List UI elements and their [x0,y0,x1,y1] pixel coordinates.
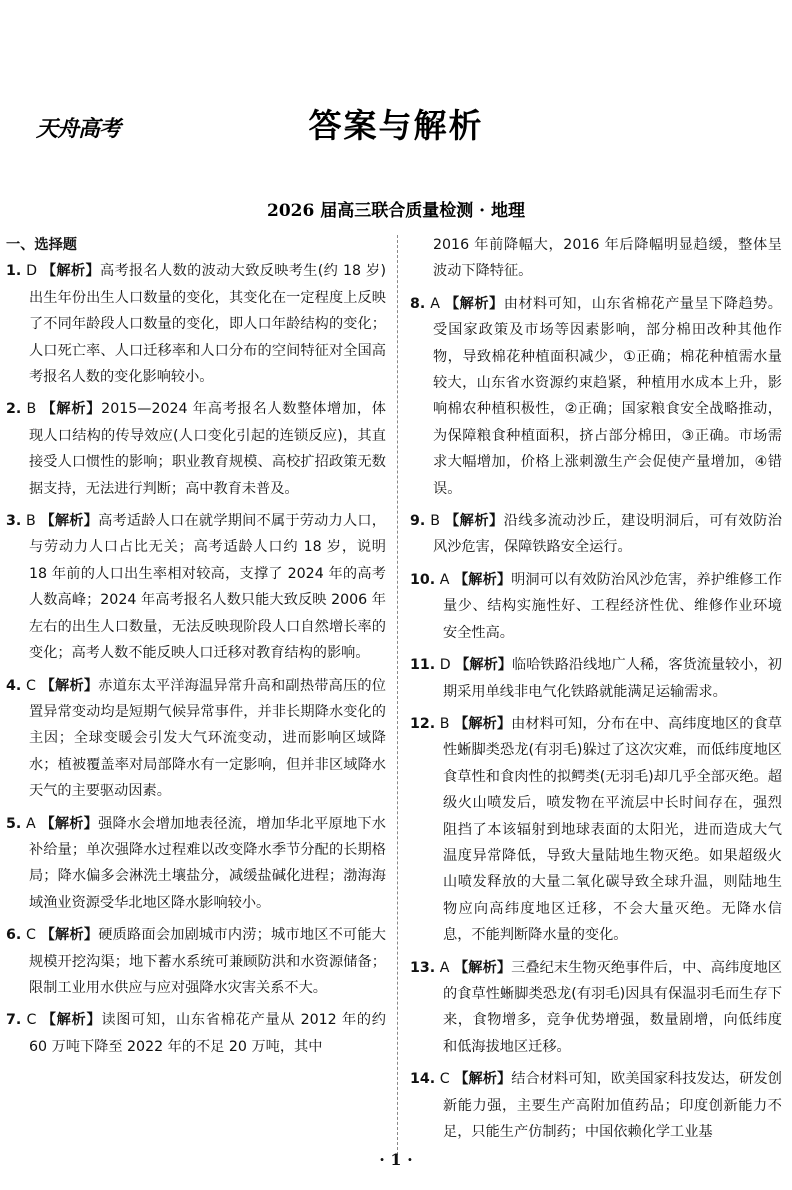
answer-letter: A [439,959,450,976]
analysis-tag: 【解析】 [454,571,512,588]
analysis-tag: 【解析】 [40,927,99,944]
answer-letter: D [439,657,451,674]
analysis-tag: 【解析】 [454,715,512,732]
analysis-text: 硬质路面会加剧城市内涝；城市地区不可能大规模开挖沟渠；地下蓄水系统可兼顾防洪和水资源储备；限制工业用水供应与应对强降水灾害关系不大。 [29,927,386,996]
analysis-text: 2015—2024 年高考报名人数整体增加，体现人口结构的传导效应(人口变化引起的连锁反应)，其直接受人口惯性的影响；职业教育规模、高校扩招政策无数据支持，无法进行判断；高中教育未普及。 [29,401,386,497]
answer-letter: A [430,295,440,312]
right-column [410,232,782,1151]
question-number: 9. [410,513,426,530]
question-number: 5. [6,815,22,832]
section-heading: 一、选择题 [6,237,77,253]
analysis-tag: 【解析】 [41,1012,102,1029]
analysis-tag: 【解析】 [445,513,504,530]
analysis-tag: 【解析】 [454,1071,512,1088]
question-number: 14. [410,1071,436,1088]
question-number: 1. [6,263,22,280]
analysis-text: 高考适龄人口在就学期间不属于劳动力人口，与劳动力人口占比无关；高考适龄人口约 18 岁，说明 18 年前的人口出生率相对较高，支撑了 2024 年的高考人数高峰；2024 年高考报名人数只能大致反映 2006 年左右的出生人口数量，无法反映现阶段人口自然增长率的变化；高考人数不能反映人口迁移对教育结构的影响。 [29,513,386,662]
analysis-tag: 【解析】 [41,263,100,280]
page-title: 答案与解析 [308,106,484,145]
question-3 [6,508,386,666]
question-number: 7. [6,1012,22,1029]
analysis-tag: 【解析】 [40,815,99,832]
brand-logo: 天舟高考 [36,117,121,142]
analysis-tag: 【解析】 [41,401,102,418]
question-7-continuation: 2016 年前降幅大，2016 年后降幅明显趋缓，整体呈波动下降特征。 [433,237,782,280]
answer-letter: D [26,263,38,280]
answer-letter: B [26,401,37,418]
analysis-text: 读图可知，山东省棉花产量从 2012 年的约 60 万吨下降至 2022 年的不足 20 万吨，其中 [29,1012,386,1055]
answer-letter: A [26,815,36,832]
answer-letter: B [430,513,440,530]
question-number: 2. [6,401,22,418]
analysis-tag: 【解析】 [455,657,513,674]
analysis-text: 高考报名人数的波动大致反映考生(约 18 岁)出生年份出生人口数量的变化，其变化在一定程度上反映了不同年龄段人口数量的变化，即人口年龄结构的变化；人口死亡率、人口迁移率和人口分布的空间特征对全国高考报名人数的变化影响较小。 [29,263,386,386]
answer-letter: B [26,513,36,530]
analysis-text: 临哈铁路沿线地广人稀，客货流量较小，初期采用单线非电气化铁路就能满足运输需求。 [443,657,782,700]
answer-letter: A [439,571,450,588]
analysis-text: 由材料可知，山东省棉花产量呈下降趋势。受国家政策及市场等因素影响，部分棉田改种其他作物，导致棉花种植面积减少，①正确；棉花种植需水量较大，山东省水资源约束趋紧，种植用水成本上升，影响棉农种植积极性，②正确；国家粮食安全战略推动，为保障粮食种植面积，挤占部分棉田，③正确。市场需求大幅增加，价格上涨刺激生产会促使产量增加，④错误。 [433,295,782,497]
question-4 [6,673,386,805]
analysis-tag: 【解析】 [40,677,99,694]
question-number: 8. [410,295,426,312]
analysis-text: 强降水会增加地表径流，增加华北平原地下水补给量；单次强降水过程难以改变降水季节分配的长期格局；降水偏多会淋洗土壤盐分，减缓盐碱化进程；渤海海域渔业资源受华北地区降水影响较小。 [29,815,386,911]
question-10 [410,567,782,646]
question-7 [6,1007,386,1060]
question-8 [410,291,782,502]
answer-letter: C [439,1071,450,1088]
analysis-tag: 【解析】 [40,513,99,530]
analysis-text: 由材料可知，分布在中、高纬度地区的食草性蜥脚类恐龙(有羽毛)躲过了这次灾难，而低纬度地区食草性和食肉性的拟鳄类(无羽毛)却几乎全部灭绝。超级火山喷发后，喷发物在平流层中长时间存在，强烈阻挡了本该辐射到地球表面的太阳光，进而造成大气温度异常降低，导致大量陆地生物灭绝。如果超级火山喷发释放的大量二氧化碳导致全球升温，则陆地生物应向高纬度地区迁移，不会大量灭绝。无降水信息，不能判断降水量的变化。 [443,715,782,944]
question-11 [410,652,782,705]
question-5 [6,811,386,917]
left-column [6,232,386,1066]
question-number: 11. [410,657,436,674]
question-number: 12. [410,715,436,732]
exam-subtitle: 2026 届高三联合质量检测 · 地理 [267,201,525,221]
answer-letter: C [26,927,36,944]
analysis-text: 三叠纪末生物灭绝事件后，中、高纬度地区的食草性蜥脚类恐龙(有羽毛)因具有保温羽毛而生存下来，食物增多，竞争优势增强，数量剧增，向低纬度和低海拔地区迁移。 [443,959,782,1055]
answer-letter: B [439,715,450,732]
analysis-text: 赤道东太平洋海温异常升高和副热带高压的位置异常变动均是短期气候异常事件，并非长期降水变化的主因；全球变暖会引发大气环流变动，进而影响区域降水；植被覆盖率对局部降水有一定影响，但并非区域降水天气的主要驱动因素。 [29,677,386,800]
question-13 [410,955,782,1061]
question-number: 3. [6,513,22,530]
question-number: 6. [6,927,22,944]
answer-letter: C [26,1012,37,1029]
question-number: 4. [6,677,22,694]
question-14 [410,1066,782,1145]
analysis-text: 结合材料可知，欧美国家科技发达，研发创新能力强，主要生产高附加值药品；印度创新能力不足，只能生产仿制药；中国依赖化学工业基 [443,1071,782,1140]
question-6 [6,922,386,1001]
column-divider [397,235,398,1155]
page-number: · 1 · [379,1150,413,1169]
analysis-text: 明洞可以有效防治风沙危害，养护维修工作量少、结构实施性好、工程经济性优、维修作业环境安全性高。 [443,571,782,641]
question-1 [6,258,386,390]
question-2 [6,396,386,502]
question-number: 10. [410,571,436,588]
analysis-text: 沿线多流动沙丘，建设明洞后，可有效防治风沙危害，保障铁路安全运行。 [433,513,782,556]
question-12 [410,711,782,949]
question-9 [410,508,782,561]
answer-letter: C [26,677,36,694]
analysis-tag: 【解析】 [444,295,504,312]
analysis-tag: 【解析】 [454,959,512,976]
question-number: 13. [410,959,436,976]
